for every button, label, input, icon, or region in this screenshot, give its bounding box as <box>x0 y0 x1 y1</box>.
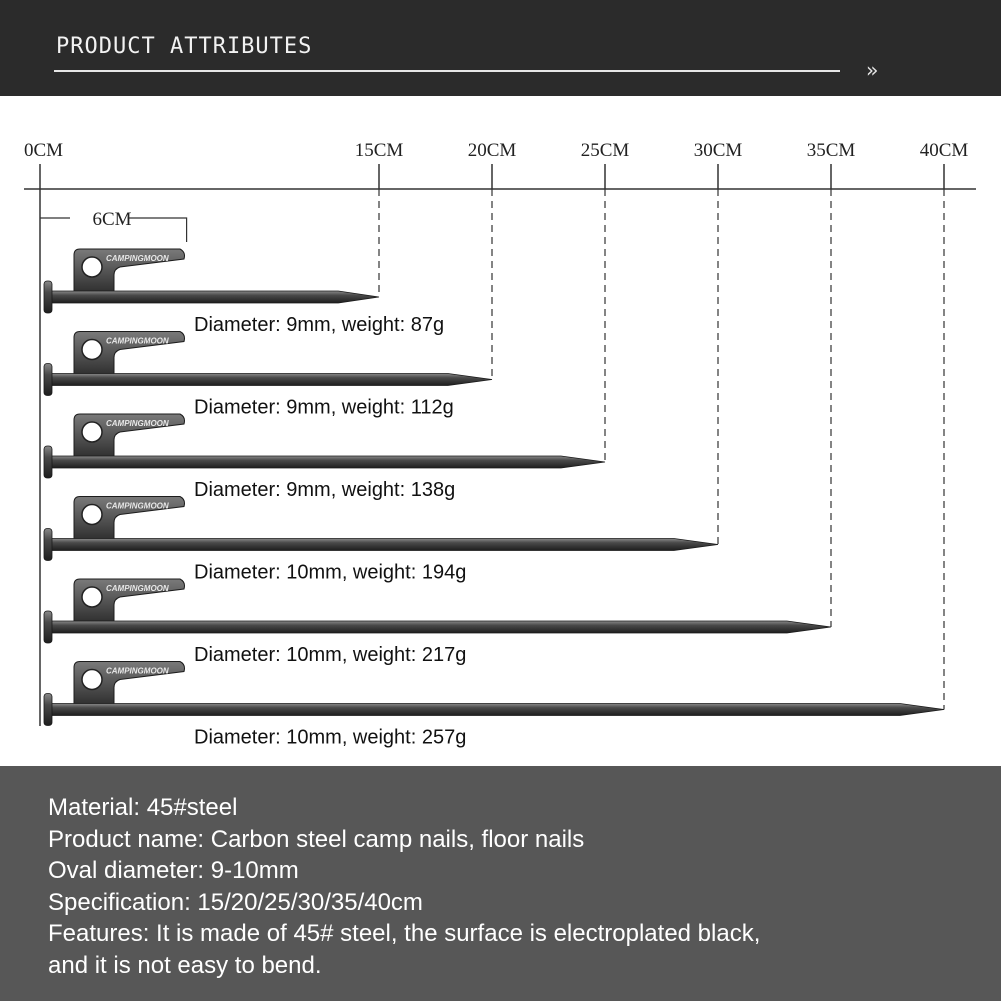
nail-head <box>44 281 52 313</box>
hook-width-bracket-right <box>128 218 187 242</box>
spec-features: Features: It is made of 45# steel, the surface is electroplated black, <box>48 920 761 947</box>
nail-brand-label: CAMPINGMOON <box>106 501 169 511</box>
nail-brand-label: CAMPINGMOON <box>106 254 169 263</box>
header-divider <box>54 70 840 72</box>
nail-hook-hole <box>82 670 102 690</box>
nail-hook-hole <box>82 340 102 360</box>
nail-head <box>44 611 52 643</box>
nail-hook-hole <box>82 505 102 525</box>
nail-hook-hole <box>82 422 102 442</box>
nail-hook-hole <box>82 587 102 607</box>
nail-shaft <box>48 456 605 468</box>
nail-brand-label: CAMPINGMOON <box>106 584 169 593</box>
nail-spec-label: Diameter: 9mm, weight: 112g <box>194 396 454 419</box>
nail-head <box>44 529 52 561</box>
tent-nail <box>44 249 444 336</box>
nail-brand-label: CAMPINGMOON <box>106 419 169 428</box>
ruler-tick-label: 40CM <box>919 140 969 161</box>
specification-list <box>48 792 760 981</box>
nail-spec-label: Diameter: 10mm, weight: 217g <box>194 644 467 666</box>
ruler-tick-label: 25CM <box>580 140 630 161</box>
nail-shaft <box>48 621 831 633</box>
nail-spec-label: Diameter: 9mm, weight: 138g <box>194 479 456 501</box>
nail-brand-label: CAMPINGMOON <box>106 336 169 346</box>
spec-oval-diameter: Oval diameter: 9-10mm <box>48 857 299 884</box>
nail-length-diagram <box>0 96 1001 766</box>
tent-nail <box>44 662 944 749</box>
ruler-tick-label: 35CM <box>806 140 856 161</box>
tent-nail <box>44 414 605 501</box>
specification-panel <box>0 766 1001 1001</box>
spec-specification: Specification: 15/20/25/30/35/40cm <box>48 888 423 916</box>
nail-hook-hole <box>82 257 102 277</box>
page-title: PRODUCT ATTRIBUTES <box>56 34 313 59</box>
spec-material: Material: 45#steel <box>48 794 238 821</box>
tent-nail <box>44 497 718 584</box>
nail-shaft <box>48 374 492 386</box>
nail-spec-label: Diameter: 9mm, weight: 87g <box>194 314 445 336</box>
nail-head <box>44 446 52 478</box>
ruler-tick-label: 0CM <box>24 140 64 161</box>
nail-head <box>44 694 52 726</box>
ruler-tick-label: 15CM <box>354 140 404 161</box>
nail-spec-label: Diameter: 10mm, weight: 194g <box>194 561 467 584</box>
ruler-tick-label: 20CM <box>467 140 517 161</box>
nail-shaft <box>48 539 718 551</box>
tent-nail <box>44 579 831 666</box>
nail-shaft <box>48 704 944 716</box>
tent-nail <box>44 332 492 419</box>
header-banner <box>0 0 1001 96</box>
ruler <box>24 140 976 726</box>
nail-brand-label: CAMPINGMOON <box>106 666 169 676</box>
nail-spec-label: Diameter: 10mm, weight: 257g <box>194 726 467 749</box>
double-chevron-right-icon: » <box>866 58 879 82</box>
spec-product-name: Product name: Carbon steel camp nails, floor nails <box>48 825 585 853</box>
hook-width-label: 6CM <box>92 209 132 230</box>
ruler-tick-label: 30CM <box>693 140 743 161</box>
nail-head <box>44 364 52 396</box>
spec-features-continued: and it is not easy to bend. <box>48 951 322 979</box>
nail-shaft <box>48 291 379 303</box>
